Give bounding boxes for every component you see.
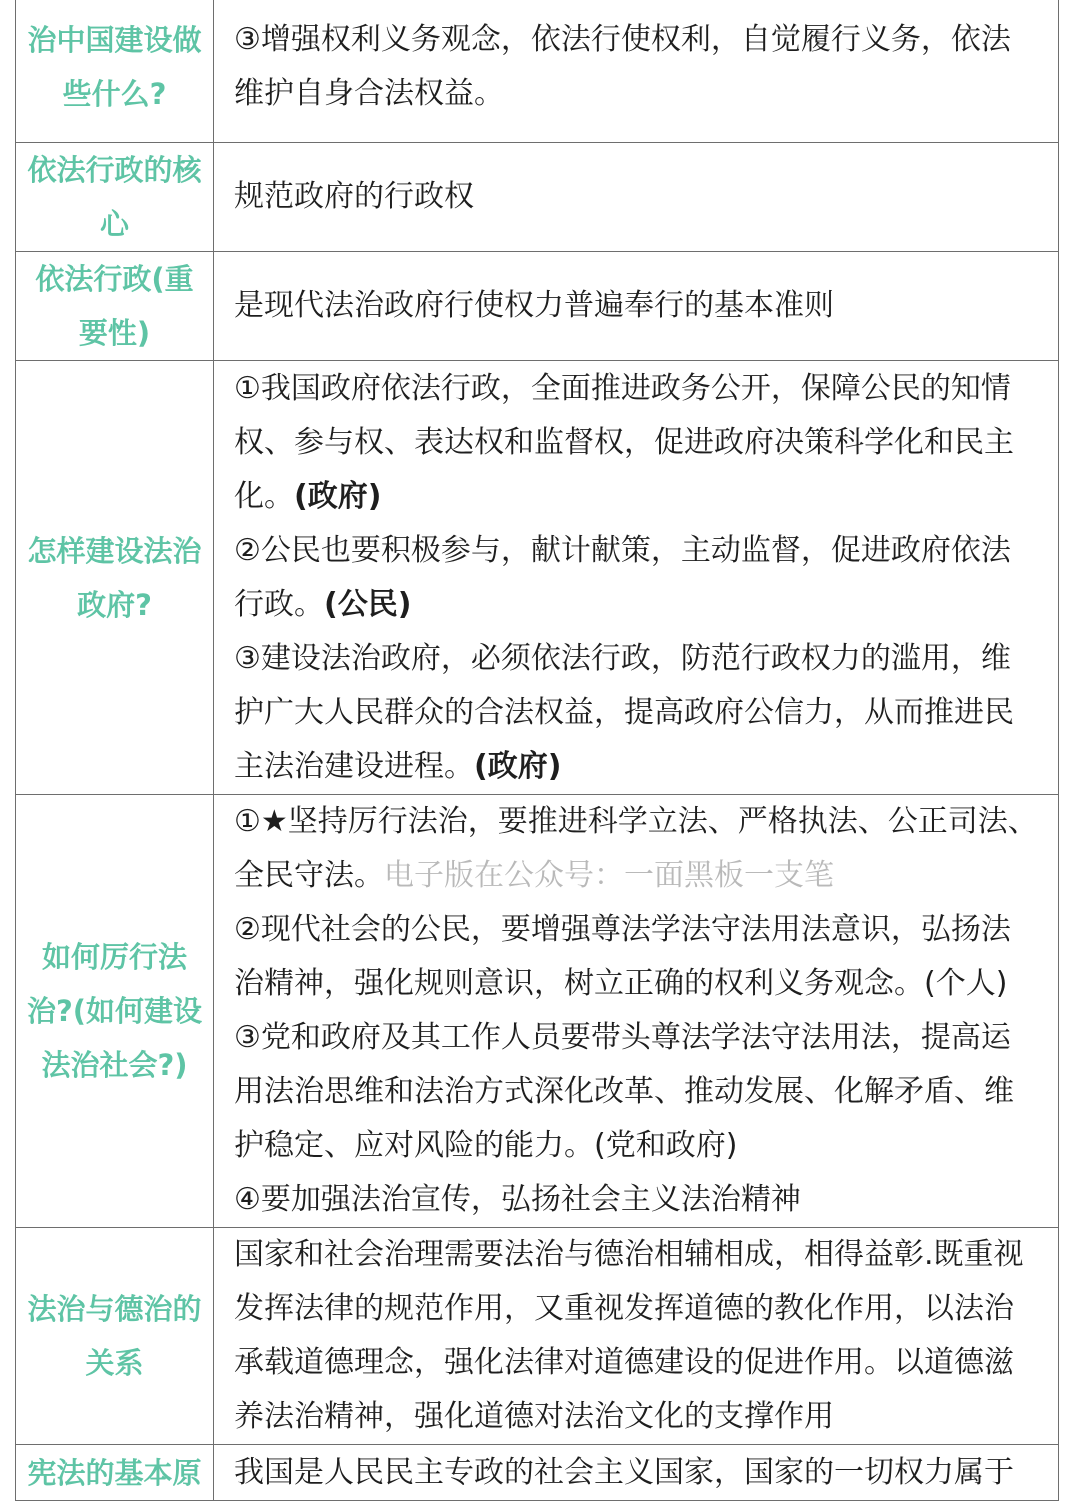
topic-line: 要性)	[78, 316, 151, 350]
topic-cell	[16, 0, 214, 143]
table-row	[16, 0, 1059, 143]
topic-line: 法治与德治的	[27, 1292, 202, 1326]
table-row	[16, 1445, 1059, 1501]
content-line: 我国是人民民主专政的社会主义国家，国家的一切权力属于	[234, 1454, 1014, 1490]
content-line	[234, 740, 1058, 794]
topic-line: 治中国建设做	[27, 22, 202, 57]
content-line: ③党和政府及其工作人员要带头尊法学法守法用法，提高运	[234, 1020, 1011, 1055]
role-tag: (政府)	[474, 748, 562, 784]
topic-line: 法治社会?)	[41, 1048, 188, 1082]
content-line: 发挥法律的规范作用，又重视发挥道德的教化作用，以法治	[234, 1291, 1014, 1326]
content-line: 维护自身合法权益。	[234, 75, 504, 111]
content-cell	[214, 252, 1059, 361]
content-cell	[214, 1445, 1059, 1501]
content-line: 护稳定、应对风险的能力。(党和政府)	[234, 1128, 738, 1163]
content-line: ①★坚持厉行法治，要推进科学立法、严格执法、公正司法、	[234, 804, 1038, 839]
content-line: ②公民也要积极参与，献计献策，主动监督，促进政府依法	[234, 532, 1011, 568]
content-line: 权、参与权、表达权和监督权，促进政府决策科学化和民主	[234, 424, 1014, 460]
table-row	[16, 252, 1059, 361]
table-row	[16, 361, 1059, 795]
notes-table	[15, 0, 1059, 1501]
role-tag: (政府)	[294, 478, 382, 514]
topic-line: 宪法的基本原	[27, 1455, 202, 1490]
content-cell	[214, 0, 1059, 143]
topic-cell	[16, 1228, 214, 1445]
table-row	[16, 143, 1059, 252]
content-line: 护广大人民群众的合法权益，提高政府公信力，从而推进民	[234, 694, 1014, 730]
content-cell	[214, 361, 1059, 795]
topic-cell	[16, 1445, 214, 1501]
topic-line: 依法行政的核	[27, 153, 202, 187]
content-text: 化。	[234, 478, 294, 514]
topic-line: 怎样建设法治	[27, 533, 202, 568]
content-line: ②现代社会的公民，要增强尊法学法守法用法意识，弘扬法	[234, 912, 1011, 947]
role-tag: (公民)	[324, 586, 412, 622]
content-cell	[214, 795, 1059, 1228]
content-line: 养法治精神，强化道德对法治文化的支撑作用	[234, 1399, 834, 1434]
content-line: ③增强权利义务观念，依法行使权利，自觉履行义务，依法	[234, 21, 1011, 57]
content-line: 规范政府的行政权	[234, 179, 474, 214]
topic-cell	[16, 143, 214, 252]
topic-line: 如何厉行法	[41, 940, 187, 974]
content-line: 是现代法治政府行使权力普遍奉行的基本准则	[234, 288, 834, 323]
content-cell	[214, 143, 1059, 252]
table-row	[16, 1228, 1059, 1445]
content-line: 承载道德理念，强化法律对道德建设的促进作用。以道德滋	[234, 1345, 1014, 1380]
topic-line: 治?(如何建设	[26, 994, 203, 1028]
content-cell	[214, 1228, 1059, 1445]
topic-cell	[16, 252, 214, 361]
content-line	[234, 578, 1058, 632]
content-line: ①我国政府依法行政，全面推进政务公开，保障公民的知情	[234, 370, 1011, 406]
watermark-text: 电子版在公众号：一面黑板一支笔	[384, 858, 834, 893]
topic-line: 些什么?	[62, 76, 167, 111]
topic-line: 政府?	[77, 587, 152, 622]
content-line: 用法治思维和法治方式深化改革、推动发展、化解矛盾、维	[234, 1074, 1014, 1109]
content-text: 全民守法。	[234, 858, 384, 893]
content-line: 治精神，强化规则意识，树立正确的权利义务观念。(个人)	[234, 966, 1008, 1001]
content-line	[234, 470, 1058, 524]
topic-line: 关系	[85, 1346, 144, 1380]
topic-line: 心	[99, 207, 129, 241]
table-row	[16, 795, 1059, 1228]
content-line: ④要加强法治宣传，弘扬社会主义法治精神	[234, 1182, 801, 1217]
topic-line: 依法行政(重	[35, 262, 194, 296]
content-text: 主法治建设进程。	[234, 748, 474, 784]
topic-cell	[16, 795, 214, 1228]
content-text: 行政。	[234, 586, 324, 622]
topic-cell	[16, 361, 214, 795]
content-line: 国家和社会治理需要法治与德治相辅相成，相得益彰.既重视	[234, 1237, 1024, 1272]
content-line: ③建设法治政府，必须依法行政，防范行政权力的滥用，维	[234, 640, 1011, 676]
content-line	[234, 849, 1058, 903]
